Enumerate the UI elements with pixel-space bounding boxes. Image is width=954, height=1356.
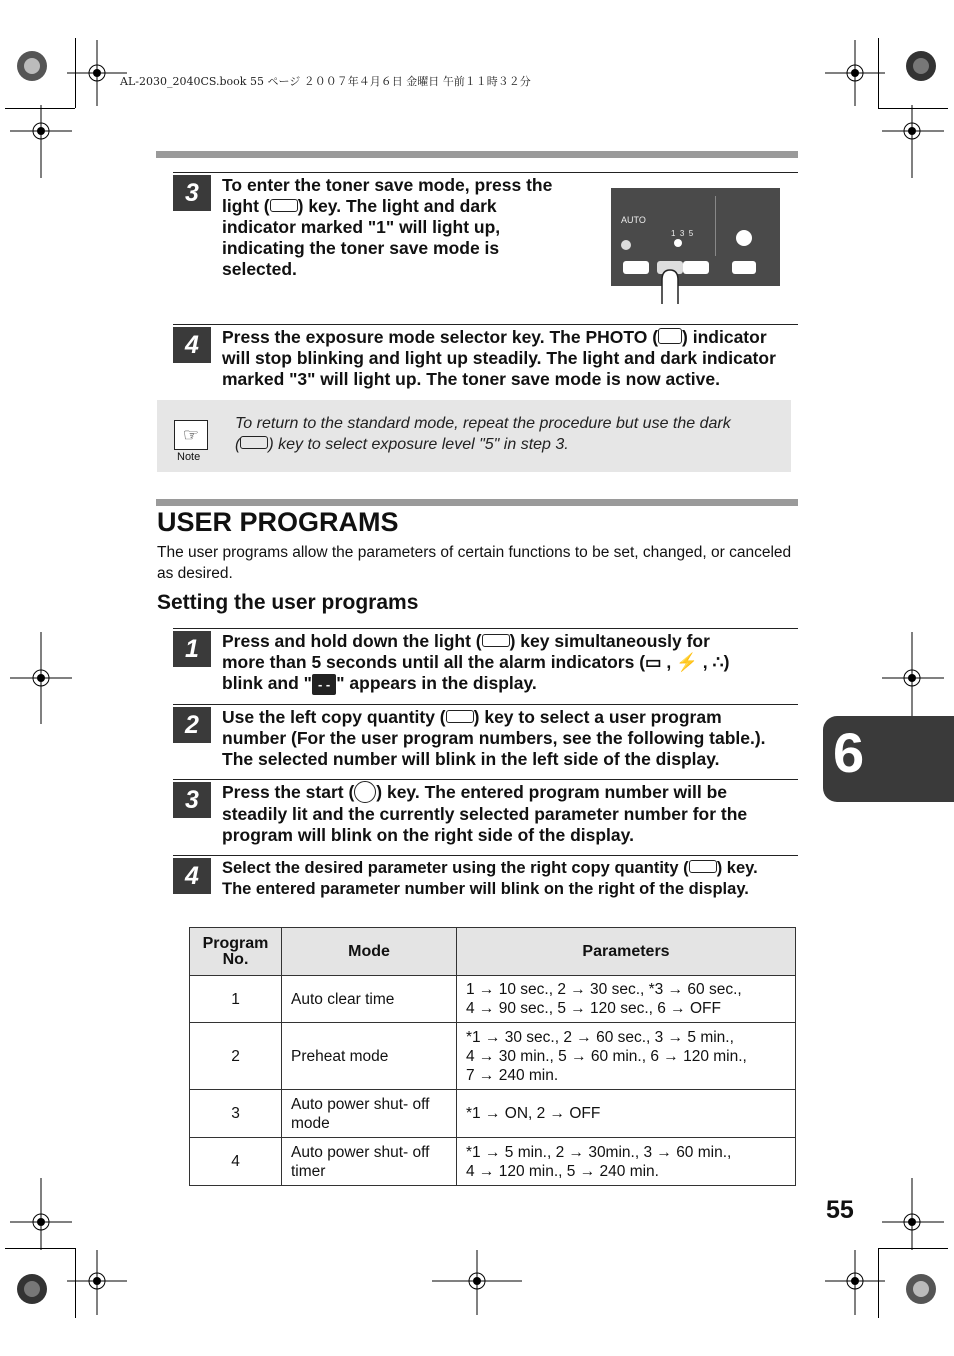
step-text: Press and hold down the light ( ) key simultaneously for more than 5 seconds until all the alarm indicators (▭ , ⚡ , ∴) blink and " - - " appears in the display.: [222, 631, 730, 693]
start-key-icon: [354, 781, 376, 803]
note-box: [157, 400, 791, 472]
top-divider-bar: [156, 151, 798, 158]
copy-quantity-key-icon: [446, 710, 474, 723]
header-parameters: Parameters: [457, 928, 796, 976]
page-number: 55: [826, 1196, 854, 1224]
pointing-finger-icon: [656, 266, 686, 306]
start-dial-icon: [736, 230, 752, 246]
header-program-no: Program No.: [190, 928, 282, 976]
indicator-dot: [674, 239, 682, 247]
chapter-tab: 6: [823, 716, 954, 802]
table-row: 4 Auto power shut- off timer *1 → 5 min., 2 → 30min., 3 → 60 min., 4 → 120 min., 5 → 240 min.: [190, 1138, 796, 1186]
step-4: [173, 855, 798, 906]
step-text: Press the exposure mode selector key. The PHOTO ( ) indicator will stop blinking and light up steadily. The light and dark indicator marked "3" will light up. The toner save mode is now active.: [222, 327, 776, 389]
exposure-level-labels: 1 3 5: [671, 229, 694, 238]
step-4-exposure-selector: [173, 324, 798, 395]
auto-label: AUTO: [621, 215, 646, 225]
alarm-indicator-icons: ▭ , ⚡ , ∴): [645, 652, 730, 672]
light-key-icon: [270, 199, 298, 212]
section-title: USER PROGRAMS: [157, 507, 399, 537]
control-panel-illustration: [611, 188, 780, 286]
step-number: 4: [173, 327, 211, 363]
note-text: To return to the standard mode, repeat the procedure but use the dark ( ) key to select exposure level "5" in step 3.: [235, 415, 731, 453]
photo-icon: [658, 328, 682, 344]
user-programs-table: [189, 927, 796, 1186]
step-text: Select the desired parameter using the right copy quantity ( ) key. The entered parameter number will blink on the right of the display.: [222, 859, 758, 898]
step-number: 4: [173, 858, 211, 894]
light-key-icon: [482, 634, 510, 647]
dark-button: [683, 261, 709, 274]
step-2: [173, 704, 798, 775]
table-row: 3 Auto power shut- off mode *1 → ON, 2 → OFF: [190, 1090, 796, 1138]
step-number: 1: [173, 631, 211, 667]
exposure-button: [623, 261, 649, 274]
step-3: [173, 779, 798, 850]
step-number: 2: [173, 707, 211, 743]
panel-section-divider: [715, 196, 716, 256]
step-text: Press the start ( ) key. The entered program number will be steadily lit and the currently selected parameter number for the program will blink on the right side of the display.: [222, 782, 748, 846]
note-hand-icon: ☞: [174, 420, 208, 450]
table-row: 2 Preheat mode *1 → 30 sec., 2 → 60 sec., 3 → 5 min., 4 → 30 min., 5 → 60 min., 6 → 120 min., 7 → 240 min.: [190, 1023, 796, 1090]
section-divider-bar: [156, 499, 798, 506]
header-mode: Mode: [282, 928, 457, 976]
step-text: To enter the toner save mode, press the light ( ) key. The light and dark indicator marked "1" will light up, indicating the toner save mode is selected.: [222, 175, 553, 279]
display-dashes: - -: [312, 674, 336, 695]
note-label: Note: [177, 451, 201, 463]
section-intro: The user programs allow the parameters of certain functions to be set, changed, or canceled as desired.: [157, 544, 792, 582]
copy-quantity-key-icon: [689, 860, 717, 873]
step-text: Use the left copy quantity ( ) key to select a user program number (For the user program numbers, see the following table.). The selected number will blink in the left side of the display.: [222, 707, 766, 769]
dark-key-icon: [240, 436, 268, 449]
step-number: 3: [173, 175, 211, 211]
step-1: [173, 628, 798, 699]
photo-indicator-icon: [621, 240, 631, 250]
table-header-row: [190, 928, 796, 976]
menu-button: [732, 261, 756, 274]
subsection-title: Setting the user programs: [157, 591, 419, 614]
table-row: 1 Auto clear time 1 → 10 sec., 2 → 30 sec., *3 → 60 sec., 4 → 90 sec., 5 → 120 sec., 6 → OFF: [190, 976, 796, 1023]
step-number: 3: [173, 782, 211, 818]
print-header: AL-2030_2040CS.book 55 ページ ２００７年４月６日 金曜日 午前１１時３２分: [120, 75, 531, 88]
